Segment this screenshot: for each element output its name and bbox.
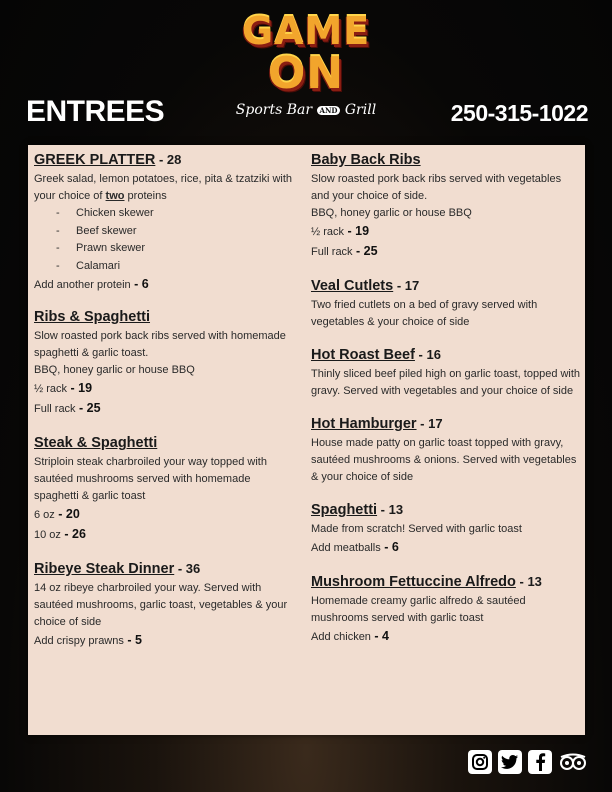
menu-item-name: Steak & Spaghetti <box>34 435 158 451</box>
menu-item-title <box>311 347 581 363</box>
protein-option <box>56 205 296 223</box>
menu-item-title <box>311 502 581 518</box>
list-dash: - <box>56 259 60 272</box>
desc-part: Greek salad, lemon potatoes, rice, pita & tzatziki with your choice of <box>34 173 293 202</box>
menu-column-right <box>311 152 581 659</box>
menu-item-description: Homemade creamy garlic alfredo & sautéed mushrooms served with garlic toast <box>311 595 526 624</box>
menu-item-description <box>34 171 296 205</box>
list-dash: - <box>56 224 60 237</box>
logo-sub-right: Grill <box>344 102 377 118</box>
addon-price: 5 <box>134 633 142 647</box>
size-price: 20 <box>65 507 80 521</box>
menu-item-description: Thinly sliced beef piled high on garlic toast, topped with gravy. Served with vegetables and your choice of side <box>311 368 581 397</box>
menu-item-name: Hot Roast Beef <box>311 347 415 363</box>
menu-item-description: Two fried cutlets on a bed of gravy served with vegetables & your choice of side <box>311 299 538 328</box>
menu-item <box>34 309 296 419</box>
menu-item-description: Striploin steak charbroiled your way topped with sautéed mushrooms served with homemade spaghetti & garlic toast <box>34 456 267 502</box>
menu-size <box>311 242 581 262</box>
price-separator: - <box>54 507 66 521</box>
logo-sub-amp: AND <box>317 106 341 115</box>
instagram-icon[interactable] <box>468 750 492 774</box>
twitter-icon[interactable] <box>498 750 522 774</box>
addon-price: 6 <box>391 540 399 554</box>
menu-item-description: Slow roasted pork back ribs served with homemade spaghetti & garlic toast. <box>34 330 286 359</box>
menu-addon <box>311 538 581 558</box>
menu-addon <box>34 275 296 295</box>
menu-item-title <box>311 574 581 590</box>
menu-item-price: - 28 <box>155 152 182 167</box>
protein-option <box>56 223 296 241</box>
size-price: 25 <box>86 401 101 415</box>
size-label: 10 oz <box>34 529 61 541</box>
size-price: 26 <box>72 527 86 541</box>
menu-item-title <box>34 435 296 451</box>
price-separator: - <box>67 381 79 395</box>
size-price: 19 <box>355 224 370 238</box>
menu-item-name: Spaghetti <box>311 502 378 518</box>
list-dash: - <box>56 242 60 254</box>
menu-item-price: - 17 <box>393 278 420 293</box>
menu-item-name: Veal Cutlets <box>311 278 394 294</box>
addon-price: 6 <box>141 277 149 291</box>
logo-sub-left: Sports Bar <box>235 102 313 118</box>
menu-item-title <box>311 278 581 294</box>
size-label: Full rack <box>311 246 353 258</box>
size-price: 19 <box>78 381 93 395</box>
price-separator: - <box>130 277 142 291</box>
menu-item-sauces: BBQ, honey garlic or house BBQ <box>34 364 195 376</box>
protein-option <box>56 240 296 258</box>
price-separator: - <box>370 629 383 643</box>
menu-item-price: - 16 <box>414 347 441 362</box>
logo-on-text: ON <box>267 48 345 99</box>
price-separator: - <box>60 527 73 541</box>
menu-item-title <box>34 309 296 325</box>
addon-label: Add another protein <box>34 279 131 291</box>
facebook-icon[interactable] <box>528 750 552 774</box>
menu-item <box>311 278 581 331</box>
protein-option <box>56 258 296 276</box>
desc-part: proteins <box>124 190 167 202</box>
menu-item-name: Baby Back Ribs <box>311 152 421 168</box>
menu-item-title <box>34 152 296 168</box>
menu-item-description: House made patty on garlic toast topped with gravy, sautéed mushrooms & onions. Served with vegetables & your choice of side <box>311 437 577 483</box>
price-separator: - <box>352 244 364 258</box>
menu-item-description: Made from scratch! Served with garlic toast <box>311 523 522 535</box>
menu-column-left <box>34 152 296 663</box>
price-separator: - <box>380 540 392 554</box>
price-separator: - <box>75 401 87 415</box>
menu-item-title <box>311 152 581 168</box>
phone-number: 250-315-1022 <box>450 100 588 126</box>
menu-item-price: - 13 <box>515 574 542 589</box>
menu-item-name: Ribs & Spaghetti <box>34 309 151 325</box>
menu-addon <box>311 627 581 647</box>
menu-item-name: GREEK PLATTER <box>34 152 156 168</box>
menu-item-name: Ribeye Steak Dinner <box>34 561 175 577</box>
menu-size <box>34 399 296 419</box>
size-label: Full rack <box>34 403 76 415</box>
menu-size <box>34 379 296 399</box>
price-separator: - <box>344 224 356 238</box>
menu-item <box>311 347 581 400</box>
tripadvisor-icon[interactable] <box>558 750 588 774</box>
menu-item-price: - 17 <box>416 416 443 431</box>
social-icons <box>468 750 588 774</box>
price-separator: - <box>123 633 135 647</box>
menu-size <box>34 525 296 545</box>
menu-item <box>34 561 296 651</box>
page-heading: ENTREES <box>26 95 165 128</box>
menu-item <box>34 435 296 545</box>
addon-label: Add chicken <box>311 631 371 643</box>
desc-emphasis: two <box>105 190 125 202</box>
menu-item <box>311 152 581 262</box>
menu-item-sauces: BBQ, honey garlic or house BBQ <box>311 207 472 219</box>
size-price: 25 <box>363 244 378 258</box>
addon-price: 4 <box>382 629 389 643</box>
menu-item-title <box>34 561 296 577</box>
menu-item-title <box>311 416 581 432</box>
menu-addon <box>34 631 296 651</box>
menu-item <box>311 574 581 647</box>
size-label: 6 oz <box>34 509 55 521</box>
menu-size <box>311 222 581 242</box>
menu-item-price: - 13 <box>377 502 404 517</box>
option-label: Calamari <box>76 259 121 272</box>
option-label: Chicken skewer <box>76 207 154 219</box>
menu-item <box>311 502 581 558</box>
menu-item-description: Slow roasted pork back ribs served with vegetables and your choice of side. <box>311 173 562 202</box>
option-label: Prawn skewer <box>76 242 146 254</box>
logo-game-text: GAME <box>241 9 371 53</box>
protein-options <box>34 205 296 275</box>
size-label: ½ rack <box>311 226 345 238</box>
menu-item-name: Mushroom Fettuccine Alfredo <box>311 574 516 590</box>
menu-size <box>34 505 296 525</box>
menu-item-description: 14 oz ribeye charbroiled your way. Served with sautéed mushrooms, garlic toast, vegetables & your choice of side <box>34 582 288 628</box>
menu-item <box>34 152 296 295</box>
addon-label: Add crispy prawns <box>34 635 124 647</box>
menu-item <box>311 416 581 486</box>
list-dash: - <box>56 207 60 219</box>
menu-sheet <box>28 145 585 735</box>
menu-item-price: - 36 <box>174 561 201 576</box>
menu-item-name: Hot Hamburger <box>311 416 417 432</box>
option-label: Beef skewer <box>76 224 137 237</box>
size-label: ½ rack <box>34 383 68 395</box>
addon-label: Add meatballs <box>311 542 381 554</box>
